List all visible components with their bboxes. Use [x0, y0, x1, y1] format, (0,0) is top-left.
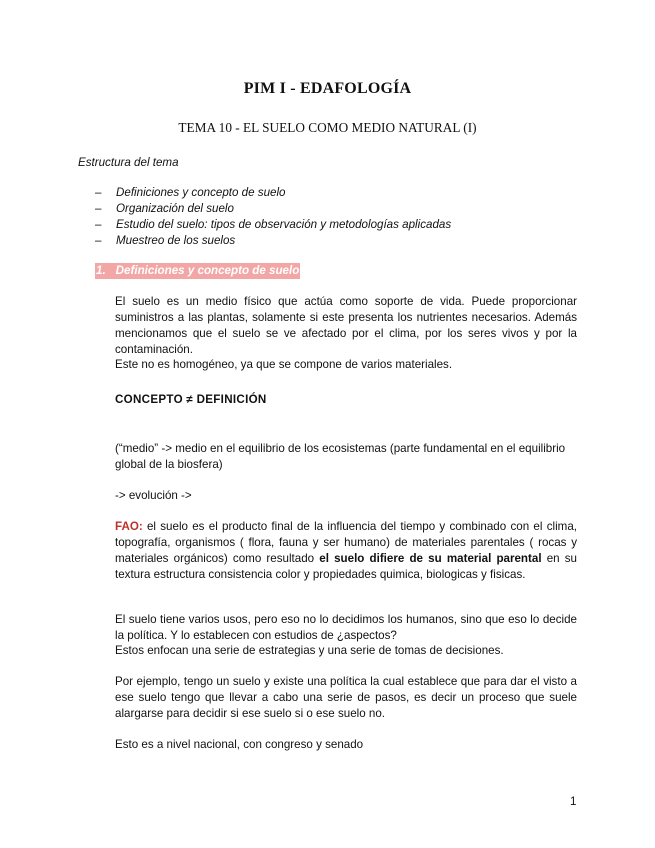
paragraph-medio: (“medio” -> medio en el equilibrio de los ecosistemas (parte fundamental en el equilibrio global de la biosfera)	[115, 442, 566, 471]
paragraph-strategies: Estos enfocan una serie de estrategias y una serie de tomas de decisiones.	[115, 644, 504, 657]
section-number: 1.	[96, 264, 106, 277]
page-number: 1	[570, 795, 577, 808]
document-title: PIM I - EDAFOLOGÍA	[243, 80, 412, 97]
section-label: Definiciones y concepto de suelo	[115, 264, 300, 277]
fao-text-a: el suelo es el producto final de la influencia del tiempo y combinado con el clima, topografía, organismos ( flora, fauna y ser humano) de materiales parentales ( rocas y materiales orgánicos) como resultado	[115, 520, 577, 565]
paragraph-soil-definition: El suelo es un medio físico que actúa como soporte de vida. Puede proporcionar suministros a las plantas, solamente si este presenta los nutrientes necesarios. Además mencionamos que el suelo se ve afectado por el clima, por los seres vivos y por la contaminación.	[115, 295, 577, 356]
list-item: – Definiciones y concepto de suelo	[95, 185, 451, 201]
fao-bold-text: el suelo difiere de su material parental	[319, 552, 542, 565]
fao-label: FAO:	[115, 520, 143, 533]
list-item: – Muestreo de los suelos	[95, 233, 451, 249]
paragraph-fao	[115, 519, 577, 583]
paragraph-homogeneity: Este no es homogéneo, ya que se compone de varios materiales.	[115, 358, 453, 371]
list-item: – Estudio del suelo: tipos de observación y metodologías aplicadas	[95, 217, 451, 233]
document-subtitle: TEMA 10 - EL SUELO COMO MEDIO NATURAL (I)	[178, 120, 477, 135]
concept-heading: CONCEPTO ≠ DEFINICIÓN	[115, 393, 267, 406]
paragraph-national-level: Esto es a nivel nacional, con congreso y senado	[115, 738, 364, 751]
section-heading	[95, 263, 300, 279]
fao-text-b: en su textura estructura consistencia color y propiedades quimica, biologicas y fisicas.	[115, 552, 577, 581]
paragraph-evolucion: -> evolución ->	[115, 489, 192, 502]
paragraph-soil-uses: El suelo tiene varios usos, pero eso no lo decidimos los humanos, sino que eso lo decide la política. Y lo establecen con estudios de ¿aspectos?	[115, 613, 577, 642]
list-item: – Organización del suelo	[95, 201, 451, 217]
structure-heading: Estructura del tema	[78, 156, 179, 169]
paragraph-example: Por ejemplo, tengo un suelo y existe una política la cual establece que para dar el visto a ese suelo tengo que llevar a cabo una serie de pasos, es decir un proceso que suele alargarse para decidir si ese suelo si o ese suelo no.	[115, 675, 577, 720]
structure-list	[95, 185, 451, 249]
